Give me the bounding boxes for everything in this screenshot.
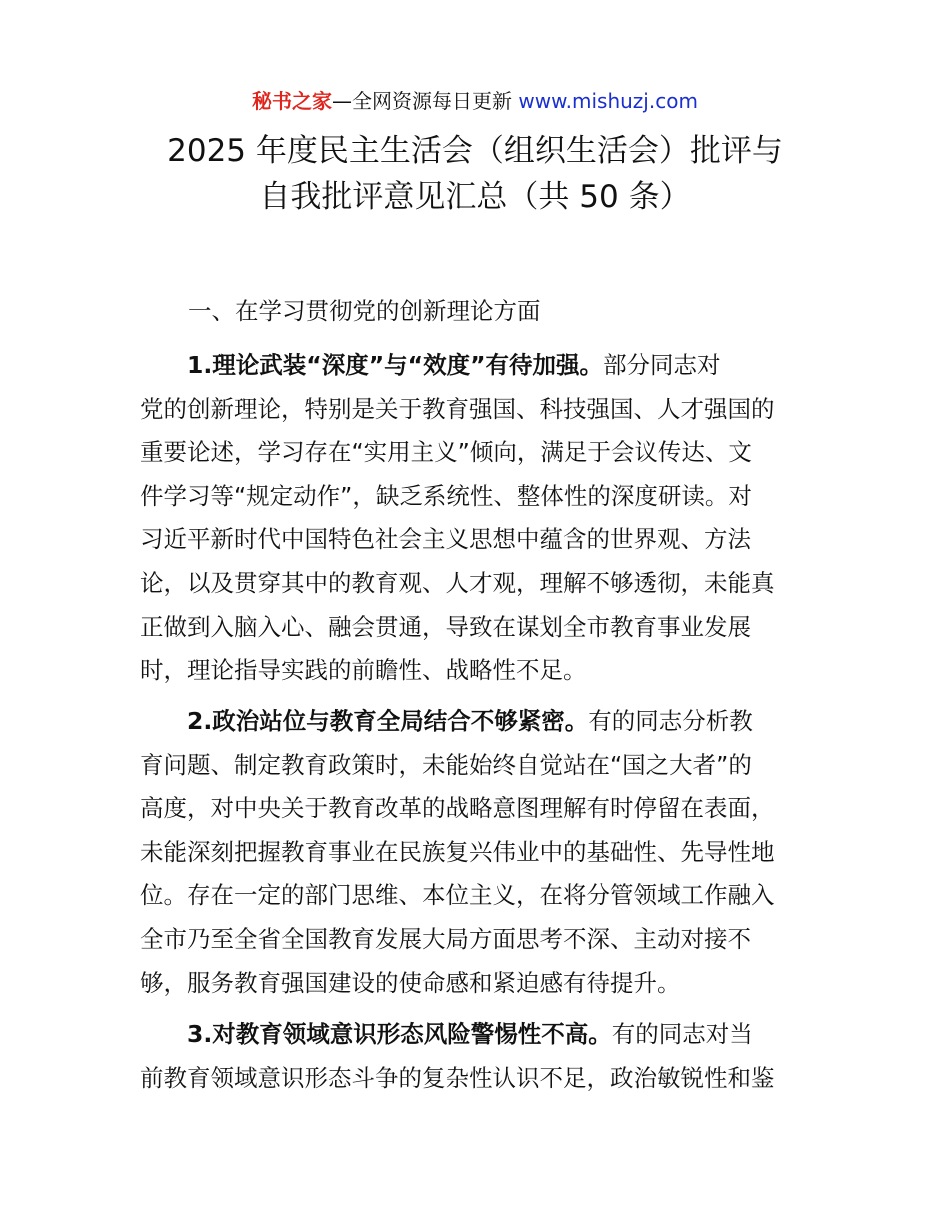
- paragraph-first-line: [140, 1013, 815, 1057]
- paragraph-line: 未能深刻把握教育事业在民族复兴伟业中的基础性、先导性地: [140, 837, 775, 866]
- paragraph-2: [140, 700, 815, 1005]
- title-line-1: 2025 年度民主生活会（组织生活会）批评与: [167, 133, 783, 169]
- paragraph-line: 高度，对中央关于教育改革的战略意图理解有时停留在表面，: [140, 794, 775, 823]
- paragraph-line: 全市乃至全省全国教育发展大局方面思考不深、主动对接不: [140, 924, 751, 953]
- site-url-link[interactable]: www.mishuzj.com: [518, 89, 698, 113]
- paragraph-line: 习近平新时代中国特色社会主义思想中蕴含的世界观、方法: [140, 525, 751, 554]
- paragraph-line: 时，理论指导实践的前瞻性、战略性不足。: [140, 656, 587, 685]
- paragraph-lead: 3.对教育领域意识形态风险警惕性不高。: [187, 1020, 612, 1048]
- paragraph-text: 部分同志对: [603, 351, 721, 379]
- paragraph-text: 有的同志分析教: [588, 707, 753, 735]
- paragraph-line: 正做到入脑入心、融会贯通，导致在谋划全市教育事业发展: [140, 612, 751, 641]
- paragraph-line: 党的创新理论，特别是关于教育强国、科技强国、人才强国的: [140, 394, 775, 423]
- paragraph-line: 件学习等“规定动作”，缺乏系统性、整体性的深度研读。对: [140, 481, 752, 510]
- paragraph-line: 育问题、制定教育政策时，未能始终自觉站在“国之大者”的: [140, 750, 752, 779]
- paragraph-lead: 2.政治站位与教育全局结合不够紧密。: [187, 707, 589, 735]
- paragraph-line: 位。存在一定的部门思维、本位主义，在将分管领域工作融入: [140, 881, 775, 910]
- paragraph-line: 重要论述，学习存在“实用主义”倾向，满足于会议传达、文: [140, 438, 752, 467]
- paragraph-line: 够，服务教育强国建设的使命感和紧迫感有待提升。: [140, 968, 681, 997]
- title-line-2: 自我批评意见汇总（共 50 条）: [259, 179, 691, 215]
- paragraph-text: 有的同志对当: [611, 1020, 753, 1048]
- paragraph-3: [140, 1013, 815, 1100]
- section-heading: 一、在学习贯彻党的创新理论方面: [188, 297, 541, 325]
- paragraph-line: 前教育领域意识形态斗争的复杂性认识不足，政治敏锐性和鉴: [140, 1063, 775, 1092]
- paragraph-first-line: [140, 344, 815, 388]
- site-header: [0, 86, 950, 116]
- paragraph-lead: 1.理论武装“深度”与“效度”有待加强。: [187, 351, 604, 379]
- paragraph-first-line: [140, 700, 815, 744]
- paragraph-line: 论，以及贯穿其中的教育观、人才观，理解不够透彻，未能真: [140, 568, 775, 597]
- paragraph-1: [140, 344, 815, 693]
- site-brand[interactable]: 秘书之家: [252, 89, 333, 113]
- document-title: [0, 128, 950, 220]
- site-tagline: —全网资源每日更新: [332, 89, 519, 113]
